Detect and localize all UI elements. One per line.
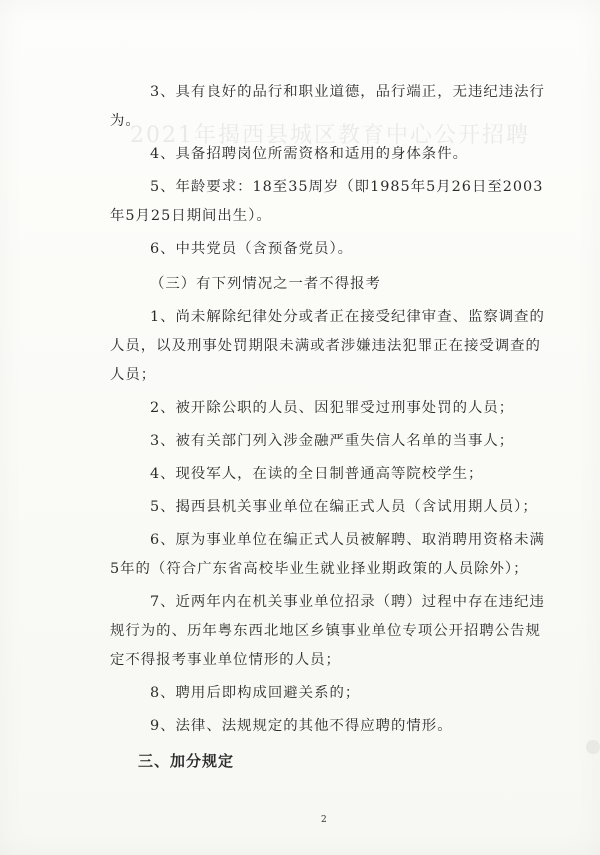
exclusion-2: 2、被开除公职的人员、因犯罪受过刑事处罚的人员；: [150, 400, 515, 416]
exclusion-1: 1、尚未解除纪律处分或者正在接受纪律审查、监察调查的人员，以及刑事处罚期限未满或者涉嫌违法犯罪正在接受调查的人员；: [110, 309, 545, 383]
subsection-heading: （三）有下列情况之一者不得报考: [150, 276, 381, 292]
section-heading: 三、加分规定: [138, 752, 235, 770]
page-number: 2: [321, 815, 327, 825]
document-body: [110, 78, 550, 776]
exclusion-5: 5、揭西县机关事业单位在编正式人员（含试用期人员）；: [150, 499, 538, 515]
exclusion-6: 6、原为事业单位在编正式人员被解聘、取消聘用资格未满5年的（符合广东省高校毕业生就业择业期政策的人员除外）；: [110, 532, 545, 577]
exclusion-9: 9、法律、法规规定的其他不得应聘的情形。: [150, 718, 453, 734]
exclusion-7: 7、近两年内在机关事业单位招录（聘）过程中存在违纪违规行为的、历年粤东西北地区乡镇事业单位专项公开招聘公告规定不得报考事业单位情形的人员；: [110, 594, 545, 668]
exclusion-4: 4、现役军人，在读的全日制普通高等院校学生；: [150, 466, 484, 482]
requirement-6: 6、中共党员（含预备党员）。: [150, 241, 354, 257]
scan-artifact: [586, 740, 600, 754]
exclusion-8: 8、聘用后即构成回避关系的；: [150, 685, 361, 701]
requirement-4: 4、具备招聘岗位所需资格和适用的身体条件。: [150, 146, 468, 162]
exclusion-3: 3、被有关部门列入涉金融严重失信人名单的当事人；: [150, 433, 515, 449]
requirement-5: 5、年龄要求：18至35周岁（即1985年5月26日至2003年5月25日期间出生）。: [110, 179, 544, 224]
bleed-through-text: 2021年揭西县城区教育中心公开招聘: [130, 123, 530, 148]
requirement-3: 3、具有良好的品行和职业道德，品行端正，无违纪违法行为。: [110, 84, 545, 129]
